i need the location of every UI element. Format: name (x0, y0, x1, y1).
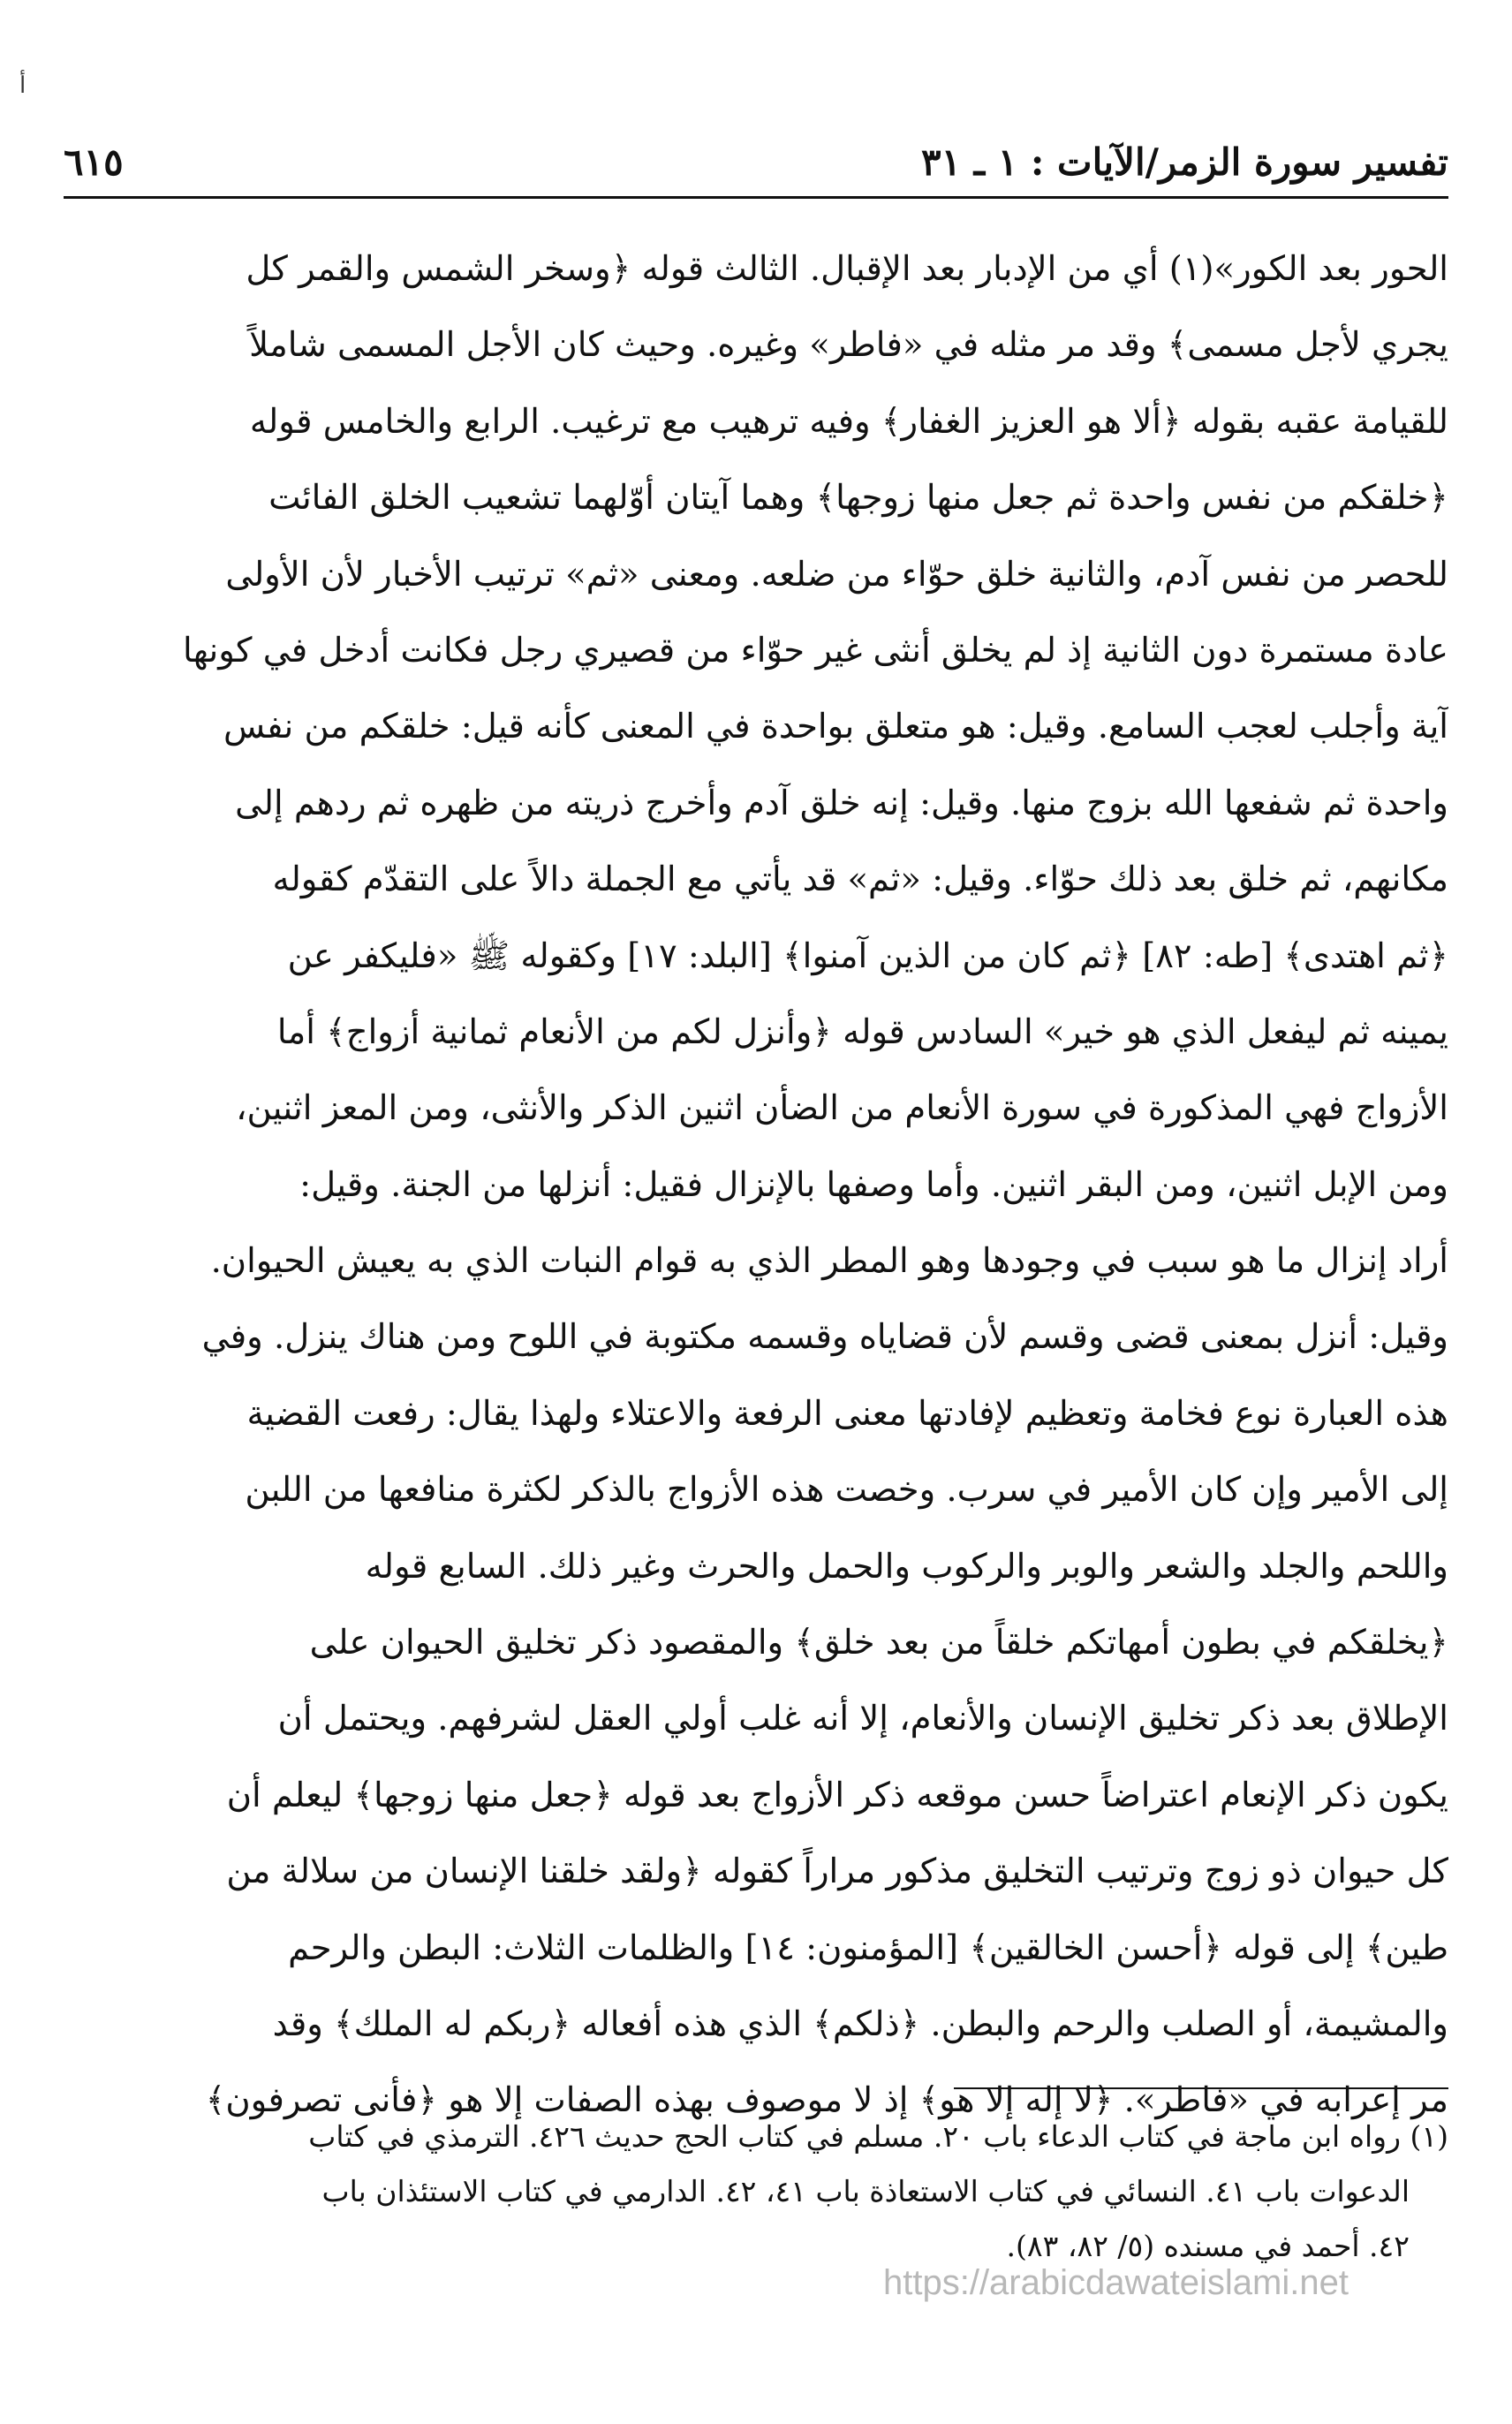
text-line: يمينه ثم ليفعل الذي هو خير» السادس قوله ﴿وأنزل لكم من الأنعام ثمانية أزواج﴾ أما (276, 1011, 1448, 1052)
watermark-url: https://arabicdawateislami.net (883, 2263, 1349, 2302)
main-text (64, 231, 1448, 2140)
text-line: ﴿خلقكم من نفس واحدة ثم جعل منها زوجها﴾ وهما آيتان أوّلهما تشعيب الخلق الفائت (268, 478, 1448, 519)
text-line: إلى الأمير وإن كان الأمير في سرب. وخصت هذه الأزواج بالذكر لكثرة منافعها من اللبن (245, 1470, 1448, 1511)
text-line: طين﴾ إلى قوله ﴿أحسن الخالقين﴾ [المؤمنون: ١٤] والظلمات الثلاث: البطن والرحم (288, 1928, 1448, 1968)
running-title: تفسير سورة الزمر/الآيات : ١ ـ ٣١ (921, 140, 1448, 184)
text-line: واللحم والجلد والشعر والوبر والركوب والحمل والحرث وغير ذلك. السابع قوله (365, 1546, 1448, 1587)
text-line: يجري لأجل مسمى﴾ وقد مر مثله في «فاطر» وغيره. وحيث كان الأجل المسمى شاملاً (249, 325, 1448, 366)
text-line: ﴿يخلقكم في بطون أمهاتكم خلقاً من بعد خلق﴾ والمقصود ذكر تخليق الحيوان على (309, 1623, 1448, 1663)
text-line: للقيامة عقبه بقوله ﴿ألا هو العزيز الغفار﴾ وفيه ترهيب مع ترغيب. الرابع والخامس قوله (249, 401, 1448, 442)
page-number: ٦١٥ (64, 140, 124, 184)
edge-mark: أ (19, 72, 26, 99)
text-line: أراد إنزال ما هو سبب في وجودها وهو المطر الذي به قوام النبات الذي به يعيش الحيوان. (210, 1241, 1448, 1282)
text-line: يكون ذكر الإنعام اعتراضاً حسن موقعه ذكر الأزواج بعد قوله ﴿جعل منها زوجها﴾ ليعلم أن (226, 1775, 1448, 1815)
text-line: عادة مستمرة دون الثانية إذ لم يخلق أنثى غير حوّاء من قصيري رجل فكانت أدخل في كونها (183, 630, 1448, 670)
footnote-divider (954, 2087, 1448, 2089)
footnote-line: الدعوات باب ٤١. النسائي في كتاب الاستعاذة باب ٤١، ٤٢. الدارمي في كتاب الاستئذان باب (321, 2174, 1410, 2208)
text-line: والمشيمة، أو الصلب والرحم والبطن. ﴿ذلكم﴾ الذي هذه أفعاله ﴿ربكم له الملك﴾ وقد (272, 2004, 1448, 2044)
running-header (64, 131, 1448, 184)
text-line: وقيل: أنزل بمعنى قضى وقسم لأن قضاياه وقسمه مكتوبة في اللوح ومن هناك ينزل. وفي (201, 1317, 1448, 1358)
text-line: كل حيوان ذو زوج وترتيب التخليق مذكور مراراً كقوله ﴿ولقد خلقنا الإنسان من سلالة من (226, 1852, 1448, 1892)
text-line: للحصر من نفس آدم، والثانية خلق حوّاء من ضلعه. ومعنى «ثم» ترتيب الأخبار لأن الأولى (225, 554, 1448, 595)
text-line: ﴿ثم اهتدى﴾ [طه: ٨٢] ﴿ثم كان من الذين آمنوا﴾ [البلد: ١٧] وكقوله ﷺ «فليكفر عن (287, 936, 1448, 976)
text-line: مر إعرابه في «فاطر». ﴿لا إله إلا هو﴾ إذ لا موصوف بهذه الصفات إلا هو ﴿فأنى تصرفون﴾ (205, 2080, 1448, 2121)
text-line: الإطلاق بعد ذكر تخليق الإنسان والأنعام، إلا أنه غلب أولي العقل لشرفهم. ويحتمل أن (277, 1699, 1448, 1739)
text-line: الأزواج فهي المذكورة في سورة الأنعام من الضأن اثنين الذكر والأنثى، ومن المعز اثنين، (236, 1088, 1448, 1129)
text-line: ومن الإبل اثنين، ومن البقر اثنين. وأما وصفها بالإنزال فقيل: أنزلها من الجنة. وقيل: (299, 1164, 1448, 1205)
text-line: مكانهم، ثم خلق بعد ذلك حوّاء. وقيل: «ثم» قد يأتي مع الجملة دالاً على التقدّم كقوله (272, 860, 1448, 900)
footnote-line: ٤٢. أحمد في مسنده (٥/ ٨٢، ٨٣). (1006, 2229, 1410, 2263)
header-divider (64, 196, 1448, 199)
footnote-line: (١) رواه ابن ماجة في كتاب الدعاء باب ٢٠. مسلم في كتاب الحج حديث ٤٢٦. الترمذي في كتاب (308, 2119, 1448, 2154)
text-line: واحدة ثم شفعها الله بزوج منها. وقيل: إنه خلق آدم وأخرج ذريته من ظهره ثم ردهم إلى (235, 783, 1448, 823)
text-line: هذه العبارة نوع فخامة وتعظيم لإفادتها معنى الرفعة والاعتلاء ولهذا يقال: رفعت القضية (246, 1393, 1448, 1434)
text-line: آية وأجلب لعجب السامع. وقيل: هو متعلق بواحدة في المعنى كأنه قيل: خلقكم من نفس (223, 707, 1448, 747)
text-line: الحور بعد الكور»(١) أي من الإدبار بعد الإقبال. الثالث قوله ﴿وسخر الشمس والقمر كل (246, 249, 1448, 289)
footnotes (64, 2110, 1448, 2274)
